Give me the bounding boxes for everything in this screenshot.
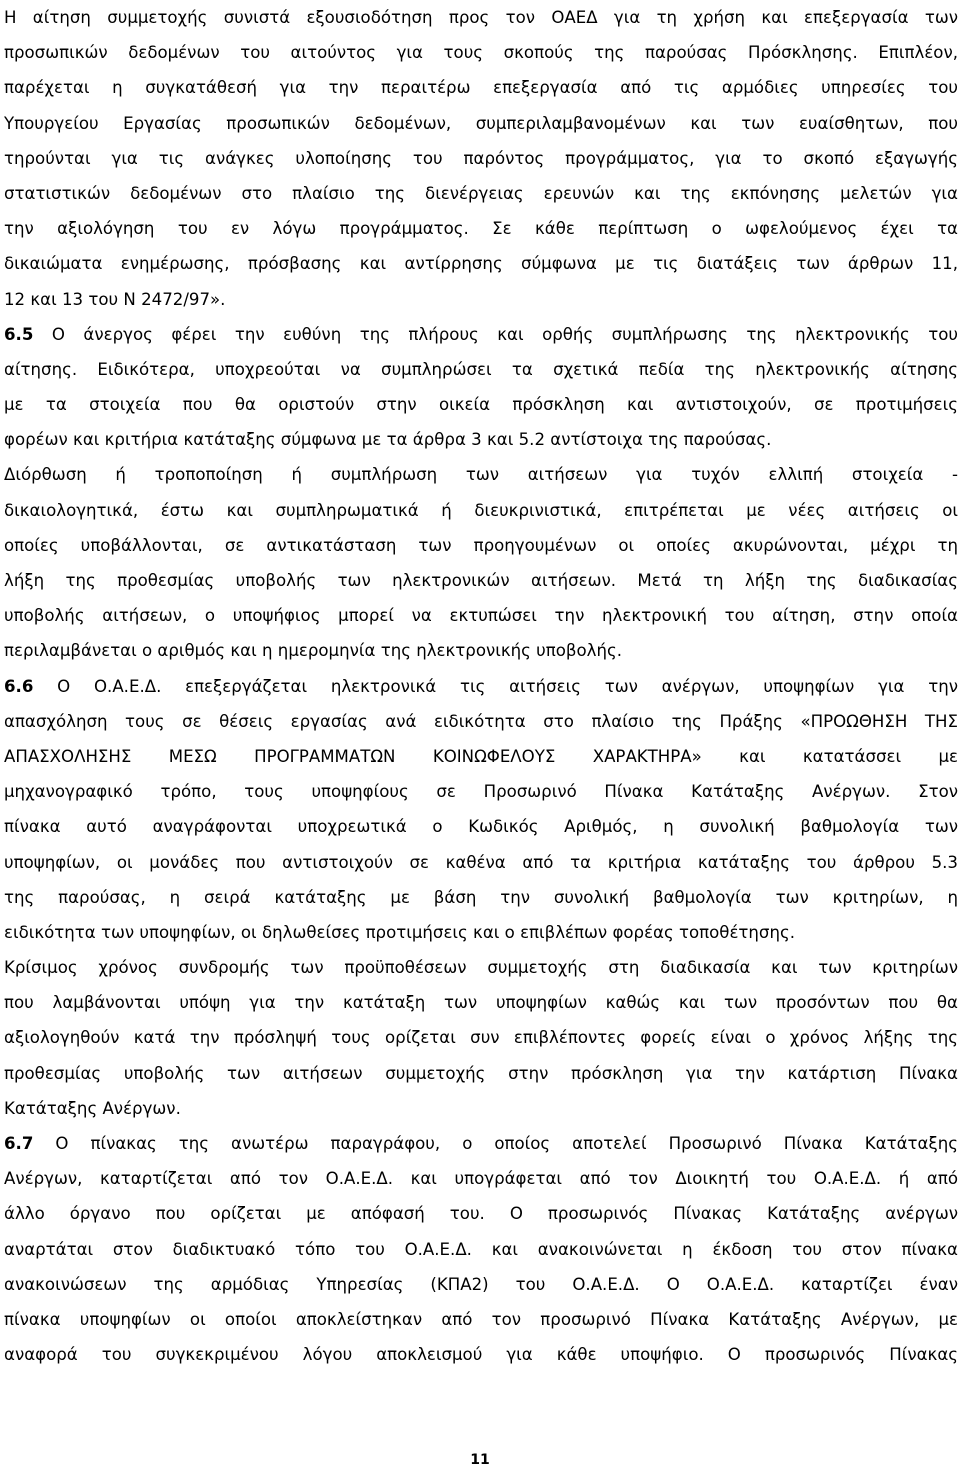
line-text: στατιστικών δεδομένων στο πλαίσιο της διενέργειας ερευνών και της εκπόνησης μελετών για (4, 183, 958, 203)
text-line (4, 141, 958, 176)
line-text: με τα στοιχεία που θα οριστούν στην οικεία πρόσκληση και αντιστοιχούν, σε προτιμήσεις (4, 395, 958, 415)
text-line (4, 211, 958, 246)
text-line (4, 1091, 958, 1126)
text-line (4, 0, 958, 35)
text-line (4, 985, 958, 1020)
line-text: απασχόληση τους σε θέσεις εργασίας ανά ειδικότητα στο πλαίσιο της Πράξης «ΠΡΟΩΘΗΣΗ ΤΗΣ (4, 711, 958, 731)
text-line (4, 246, 958, 281)
line-text: που λαμβάνονται υπόψη για την κατάταξη των υποψηφίων καθώς και των προσόντων που θα (4, 993, 958, 1013)
text-line (4, 352, 958, 387)
text-line (4, 1056, 958, 1091)
line-text: Κρίσιμος χρόνος συνδρομής των προϋποθέσεων συμμετοχής στη διαδικασία και των κριτηρίων (4, 958, 958, 978)
line-text: υποβολής αιτήσεων, ο υποψήφιος μπορεί να εκτυπώσει την ηλεκτρονική του αίτηση, στην οποία (4, 606, 958, 626)
text-line (4, 457, 958, 492)
line-text: μηχανογραφικό τρόπο, τους υποψηφίους σε Προσωρινό Πίνακα Κατάταξης Ανέργων. Στον (4, 782, 958, 802)
page-number: 11 (470, 1452, 490, 1468)
text-line (4, 845, 958, 880)
line-text: οποίες υποβάλλονται, σε αντικατάσταση των προηγουμένων οι οποίες ακυρώνονται, μέχρι τη (4, 535, 958, 555)
text-line (4, 282, 958, 317)
line-text: ανακοινώσεων της αρμόδιας Υπηρεσίας (ΚΠΑ2) του Ο.Α.Ε.Δ. Ο Ο.Α.Ε.Δ. καταρτίζει έναν (4, 1274, 958, 1294)
text-line (4, 1232, 958, 1267)
line-text: Η αίτηση συμμετοχής συνιστά εξουσιοδότηση προς τον ΟΑΕΔ για τη χρήση και επεξεργασία των (4, 8, 958, 27)
line-text: αξιολογηθούν κατά την πρόσληψή τους ορίζεται συν επιβλέποντες φορείς είναι ο χρόνος λήξης της (4, 1028, 958, 1048)
text-line (4, 493, 958, 528)
line-text: Ο πίνακας της ανωτέρω παραγράφου, ο οποίος αποτελεί Προσωρινό Πίνακα Κατάταξης (33, 1134, 958, 1153)
line-text: φορέων και κριτήρια κατάταξης σύμφωνα με τα άρθρα 3 και 5.2 αντίστοιχα της παρούσας. (4, 430, 772, 450)
text-line (4, 70, 958, 105)
text-line (4, 317, 958, 352)
line-text: Ο άνεργος φέρει την ευθύνη της πλήρους και ορθής συμπλήρωσης της ηλεκτρονικής του (33, 324, 958, 344)
document-body (4, 0, 958, 1372)
line-text: παρέχεται η συγκατάθεσή για την περαιτέρω επεξεργασία από τις αρμόδιες υπηρεσίες του (4, 78, 958, 98)
text-line (4, 1302, 958, 1337)
text-line (4, 739, 958, 774)
line-text: Διόρθωση ή τροποποίηση ή συμπλήρωση των αιτήσεων για τυχόν ελλιπή στοιχεία - (4, 465, 958, 485)
line-text: δικαιολογητικά, έστω και συμπληρωματικά ή διευκρινιστικά, επιτρέπεται με νέες αιτήσεις οι (4, 500, 958, 520)
text-line (4, 669, 958, 704)
line-text: Κατάταξης Ανέργων. (4, 1098, 181, 1118)
line-text: προθεσμίας υποβολής των αιτήσεων συμμετοχής στην πρόσκληση για την κατάρτιση Πίνακα (4, 1063, 958, 1083)
text-line (4, 387, 958, 422)
line-text: αναφορά του συγκεκριμένου λόγου αποκλεισμού για κάθε υποψήφιο. Ο προσωρινός Πίνακας (4, 1345, 958, 1365)
line-text: Υπουργείου Εργασίας προσωπικών δεδομένων, συμπεριλαμβανομένων και των ευαίσθητων, που (4, 113, 958, 133)
line-text: 12 και 13 του Ν 2472/97». (4, 289, 226, 309)
line-text: Ανέργων, καταρτίζεται από τον Ο.Α.Ε.Δ. και υπογράφεται από τον Διοικητή του Ο.Α.Ε.Δ. ή από (4, 1169, 958, 1189)
line-text: άλλο όργανο που ορίζεται με απόφασή του. Ο προσωρινός Πίνακας Κατάταξης ανέργων (4, 1204, 958, 1224)
text-line (4, 880, 958, 915)
section-number: 6.6 (4, 676, 34, 696)
text-line (4, 176, 958, 211)
line-text: την αξιολόγηση του εν λόγω προγράμματος. Σε κάθε περίπτωση ο ωφελούμενος έχει τα (4, 219, 958, 239)
line-text: περιλαμβάνεται ο αριθμός και η ημερομηνία της ηλεκτρονικής υποβολής. (4, 641, 623, 661)
line-text: δικαιώματα ενημέρωσης, πρόσβασης και αντίρρησης σύμφωνα με τις διατάξεις των άρθρων 11, (4, 254, 958, 274)
line-text: πίνακα αυτό αναγράφονται υποχρεωτικά ο Κωδικός Αριθμός, η συνολική βαθμολογία των (4, 817, 958, 837)
text-line (4, 633, 958, 668)
line-text: Ο Ο.Α.Ε.Δ. επεξεργάζεται ηλεκτρονικά τις αιτήσεις των ανέργων, υποψηφίων για την (33, 676, 958, 696)
text-line (4, 1196, 958, 1231)
line-text: προσωπικών δεδομένων του αιτούντος για τους σκοπούς της παρούσας Πρόσκλησης. Επιπλέον, (4, 43, 958, 63)
line-text: λήξη της προθεσμίας υποβολής των ηλεκτρονικών αιτήσεων. Μετά τη λήξη της διαδικασίας (4, 571, 958, 590)
line-text: της παρούσας, η σειρά κατάταξης με βάση την συνολική βαθμολογία των κριτηρίων, η (4, 887, 958, 907)
text-line (4, 1161, 958, 1196)
text-line (4, 422, 958, 457)
text-line (4, 809, 958, 844)
line-text: αίτησης. Ειδικότερα, υποχρεούται να συμπληρώσει τα σχετικά πεδία της ηλεκτρονικής αίτησης (4, 359, 958, 379)
line-text: τηρούνται για τις ανάγκες υλοποίησης του παρόντος προγράμματος, για το σκοπό εξαγωγής (4, 148, 958, 168)
line-text: υποψηφίων, οι μονάδες που αντιστοιχούν σε καθένα από τα κριτήρια κατάταξης του άρθρου 5.3 (4, 852, 958, 872)
text-line (4, 563, 958, 598)
section-number: 6.7 (4, 1134, 34, 1153)
section-number: 6.5 (4, 324, 34, 344)
text-line (4, 1267, 958, 1302)
text-line (4, 528, 958, 563)
text-line (4, 950, 958, 985)
text-line (4, 1337, 958, 1372)
text-line (4, 1126, 958, 1161)
text-line (4, 704, 958, 739)
text-line (4, 1020, 958, 1055)
text-line (4, 598, 958, 633)
line-text: ειδικότητα των υποψηφίων, οι δηλωθείσες προτιμήσεις και ο επιβλέπων φορέας τοποθέτησης. (4, 922, 795, 942)
text-line (4, 35, 958, 70)
text-line (4, 106, 958, 141)
text-line (4, 774, 958, 809)
text-line (4, 915, 958, 950)
line-text: ΑΠΑΣΧΟΛΗΣΗΣ ΜΕΣΩ ΠΡΟΓΡΑΜΜΑΤΩΝ ΚΟΙΝΩΦΕΛΟΥΣ ΧΑΡΑΚΤΗΡΑ» και κατατάσσει με (4, 746, 958, 766)
line-text: πίνακα υποψηφίων οι οποίοι αποκλείστηκαν από τον προσωρινό Πίνακα Κατάταξης Ανέργων, με (4, 1309, 958, 1329)
line-text: αναρτάται στον διαδικτυακό τόπο του Ο.Α.Ε.Δ. και ανακοινώνεται η έκδοση του στον πίνακα (4, 1239, 958, 1259)
